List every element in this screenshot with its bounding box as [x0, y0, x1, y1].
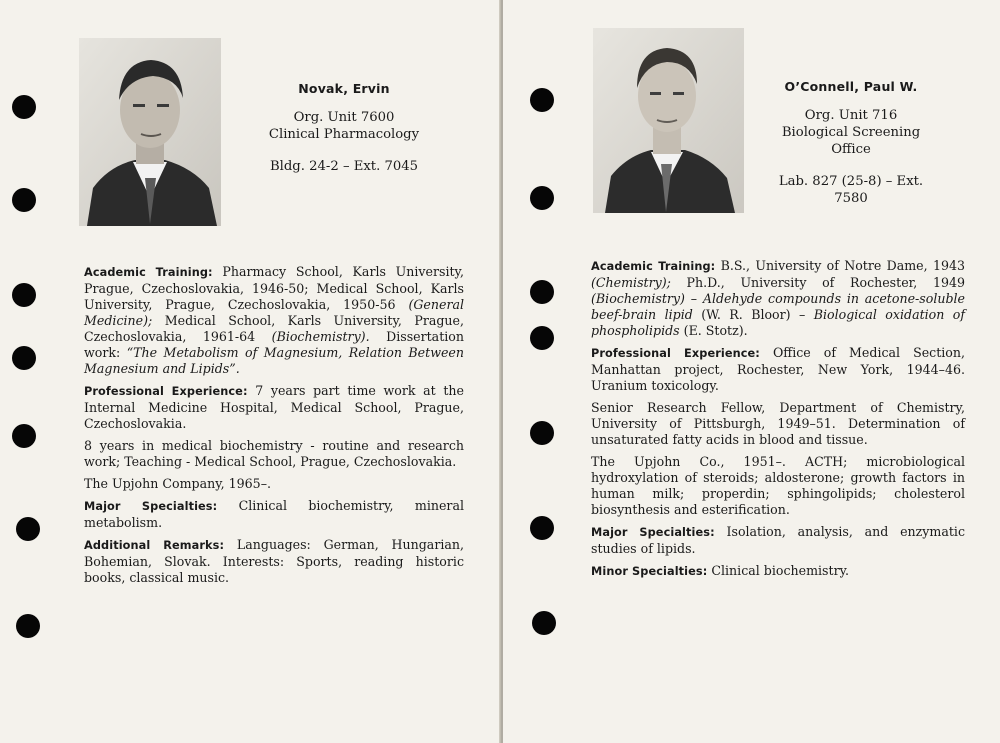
minor-specialties: Minor Specialties: Clinical biochemistry.: [591, 563, 850, 578]
employee-header: [256, 80, 432, 175]
experience-paragraph: 8 years in medical biochemistry - routine and research work; Teaching - Medical School, Prague, Czechoslovakia.: [84, 438, 464, 469]
binder-hole: [532, 611, 556, 635]
binder-hole: [530, 280, 554, 304]
binder-hole: [530, 326, 554, 350]
binder-hole: [12, 283, 36, 307]
department: Clinical Pharmacology: [268, 127, 420, 142]
experience-paragraph: The Upjohn Co., 1951–. ACTH; microbiological hydroxylation of steroids; aldosterone; growth factors in human milk; properdin; sphingolipids; cholesterol biosynthesis and esterification.: [591, 454, 965, 517]
section-label: Major Specialties:: [591, 526, 715, 539]
professional-experience: Professional Experience: 7 years part time work at the Internal Medicine Hospital, Medical School, Prague, Czechoslovakia.: [84, 383, 464, 431]
portrait-photo: [79, 38, 221, 226]
right-page: [503, 0, 1000, 743]
academic-training: Academic Training: B.S., University of Notre Dame, 1943 (Chemistry); Ph.D., University of Rochester, 1949 (Biochemistry) – Aldehyde compounds in acetone-soluble beef-brain lipid (W. R. Bloor) – Biological oxidation of phospholipids (E. Stotz).: [591, 258, 966, 338]
section-label: Minor Specialties:: [591, 565, 708, 578]
employee-bio: [84, 264, 464, 592]
additional-remarks: Additional Remarks: Languages: German, Hungarian, Bohemian, Slovak. Interests: Sports, reading historic books, classical music.: [84, 537, 464, 585]
section-label: Professional Experience:: [84, 385, 248, 398]
binder-hole: [530, 421, 554, 445]
employee-name: Novak, Ervin: [298, 81, 390, 96]
binder-hole: [12, 346, 36, 370]
section-label: Major Specialties:: [84, 500, 218, 513]
major-specialties: Major Specialties: Clinical biochemistry, mineral metabolism.: [84, 498, 464, 530]
academic-training: Academic Training: Pharmacy School, Karls University, Prague, Czechoslovakia, 1946-50; Medical School, Karls University, Prague, Czechoslovakia, 1950-56 (General Medicine); Medical School, Karls University, Prague, Czechoslovakia, 1961-64 (Biochemistry). Dissertation work: “The Metabolism of Magnesium, Relation Between Magnesium and Lipids”.: [84, 264, 464, 376]
experience-paragraph: Senior Research Fellow, Department of Chemistry, University of Pittsburgh, 1949–51. Determination of unsaturated fatty acids in blood and tissue.: [591, 400, 965, 447]
employee-header: [761, 78, 941, 207]
binder-hole: [12, 424, 36, 448]
binder-hole: [12, 95, 36, 119]
portrait-photo: [593, 28, 744, 213]
binder-hole: [16, 614, 40, 638]
major-specialties: Major Specialties: Isolation, analysis, and enzymatic studies of lipids.: [591, 524, 965, 556]
section-label: Additional Remarks:: [84, 539, 225, 552]
binder-hole: [16, 517, 40, 541]
org-unit: Org. Unit 716: [804, 108, 898, 123]
location-extension: Lab. 827 (25-8) – Ext. 7580: [778, 174, 924, 206]
binder-hole: [530, 516, 554, 540]
professional-experience: Professional Experience: Office of Medical Section, Manhattan project, Rochester, New York, 1944–46. Uranium toxicology.: [591, 345, 965, 393]
section-label: Academic Training:: [591, 260, 716, 273]
department: Biological Screening Office: [781, 125, 921, 157]
org-unit: Org. Unit 7600: [293, 110, 395, 125]
binder-hole: [12, 188, 36, 212]
employee-bio: [591, 258, 965, 586]
section-label: Professional Experience:: [591, 347, 760, 360]
experience-paragraph: The Upjohn Company, 1965–.: [84, 476, 271, 491]
location-extension: Bldg. 24-2 – Ext. 7045: [269, 159, 419, 174]
binder-hole: [530, 88, 554, 112]
employee-name: O’Connell, Paul W.: [784, 79, 918, 94]
section-label: Academic Training:: [84, 266, 213, 279]
binder-hole: [530, 186, 554, 210]
